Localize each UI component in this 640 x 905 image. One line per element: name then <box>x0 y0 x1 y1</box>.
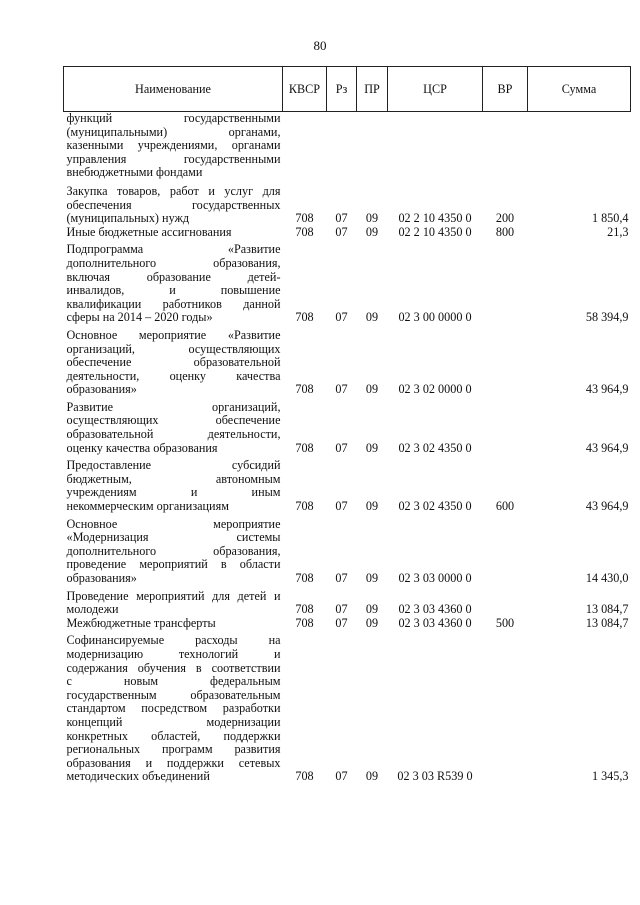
row-vr <box>483 112 528 180</box>
row-pr: 09 <box>365 224 379 239</box>
table-row <box>64 586 631 617</box>
row-name-line: внебюджетными фондами <box>66 165 203 180</box>
row-name-line: (муниципальными) органами, <box>66 124 281 139</box>
table-row <box>64 112 631 180</box>
row-pr: 09 <box>365 382 379 397</box>
row-csr: 02 3 02 4350 0 <box>398 499 472 514</box>
row-kvsr: 708 <box>295 440 314 455</box>
row-rz: 07 <box>335 310 348 325</box>
row-name-line: обеспечение образовательной <box>66 355 281 370</box>
row-sum: 14 430,0 <box>585 571 629 585</box>
row-name-line: проведение мероприятий в области <box>66 557 281 572</box>
row-csr: 02 2 10 4350 0 <box>398 224 472 239</box>
row-name-line: учреждениям и иным <box>66 485 281 500</box>
table-row <box>64 239 631 325</box>
header-pr: ПР <box>357 67 388 112</box>
row-sum: 1 345,3 <box>591 769 629 784</box>
row-csr: 02 3 03 0000 0 <box>398 571 472 585</box>
row-name-line: региональных программ развития <box>66 742 281 757</box>
row-kvsr: 708 <box>295 571 314 585</box>
row-sum: 43 964,9 <box>585 440 629 455</box>
row-name-line: конкретных областей, поддержки <box>66 728 281 743</box>
row-vr <box>483 325 528 397</box>
page-number: 80 <box>313 38 327 53</box>
row-pr: 09 <box>365 571 379 585</box>
row-name-line: сферы на 2014 – 2020 годы» <box>66 310 213 325</box>
row-name <box>64 514 283 586</box>
row-rz <box>327 112 357 180</box>
row-name <box>64 617 283 631</box>
row-name <box>64 397 283 455</box>
row-kvsr <box>283 112 327 180</box>
row-name-line: включая образование детей- <box>66 269 281 284</box>
row-name-line: методических объединений <box>66 769 210 784</box>
row-kvsr: 708 <box>295 310 314 325</box>
header-csr: ЦСР <box>388 67 483 112</box>
header-kvsr: КВСР <box>283 67 327 112</box>
table-row <box>64 630 631 784</box>
row-csr: 02 3 00 0000 0 <box>398 310 472 325</box>
row-rz: 07 <box>335 440 348 455</box>
row-csr: 02 3 02 0000 0 <box>398 382 472 397</box>
row-name-line: Межбюджетные трансферты <box>66 615 216 630</box>
row-name-line: (муниципальных) нужд <box>66 211 190 226</box>
row-name-line: Проведение мероприятий для детей и <box>66 588 281 603</box>
row-name-line: функций государственными <box>66 111 281 125</box>
row-name-line: Основное мероприятие «Развитие <box>66 327 281 342</box>
table-header-row <box>64 67 631 112</box>
row-sum: 13 084,7 <box>585 602 629 617</box>
row-name <box>64 325 283 397</box>
row-sum: 1 850,4 <box>591 211 629 226</box>
row-kvsr: 708 <box>295 615 314 630</box>
row-vr <box>483 514 528 586</box>
row-name-line: некоммерческим организациям <box>66 499 229 514</box>
row-kvsr: 708 <box>295 602 314 617</box>
row-sum: 43 964,9 <box>585 499 629 514</box>
row-name-line: «Модернизация системы <box>66 530 281 545</box>
row-name-line: управления государственными <box>66 151 281 166</box>
row-vr: 800 <box>495 224 515 239</box>
row-name <box>64 239 283 325</box>
row-name-line: Развитие организаций, <box>66 399 281 414</box>
row-rz: 07 <box>335 211 348 226</box>
row-pr: 09 <box>365 211 379 226</box>
row-kvsr: 708 <box>295 224 314 239</box>
row-name-line: стандартом посредством разработки <box>66 701 281 716</box>
row-sum: 13 084,7 <box>585 615 629 630</box>
row-name-line: квалификации работников данной <box>66 296 281 311</box>
row-rz: 07 <box>335 615 348 630</box>
row-kvsr: 708 <box>295 769 314 784</box>
row-name-line: Закупка товаров, работ и услуг для <box>66 183 281 198</box>
row-vr <box>483 586 528 617</box>
row-rz: 07 <box>335 602 348 617</box>
row-name-line: государственным образовательным <box>66 687 281 702</box>
row-pr: 09 <box>365 769 379 784</box>
row-name-line: модернизацию технологий и <box>66 646 281 661</box>
row-name <box>64 630 283 784</box>
row-pr: 09 <box>365 440 379 455</box>
row-name-line: образовательной деятельности, <box>66 427 281 442</box>
row-vr <box>483 397 528 455</box>
row-name-line: образования» <box>66 382 137 397</box>
row-name-line: дополнительного образования, <box>66 255 281 270</box>
row-vr: 200 <box>495 211 515 226</box>
row-name-line: казенными учреждениями, органами <box>66 138 281 153</box>
budget-table <box>63 66 631 784</box>
row-kvsr: 708 <box>295 382 314 397</box>
row-rz: 07 <box>335 769 348 784</box>
header-sum: Сумма <box>528 67 631 112</box>
row-name-line: бюджетным, автономным <box>66 471 281 486</box>
row-name-line: Софинансируемые расходы на <box>66 633 281 648</box>
row-sum: 58 394,9 <box>585 310 629 325</box>
table-row <box>64 325 631 397</box>
row-csr: 02 3 03 R539 0 <box>397 769 473 784</box>
row-rz: 07 <box>335 571 348 585</box>
row-vr <box>483 239 528 325</box>
row-name-line: Предоставление субсидий <box>66 458 281 473</box>
row-csr: 02 2 10 4350 0 <box>398 211 472 226</box>
row-vr: 500 <box>495 615 515 630</box>
row-name-line: Основное мероприятие <box>66 516 281 531</box>
table-body <box>64 112 631 784</box>
row-csr <box>388 112 483 180</box>
table-row <box>64 397 631 455</box>
row-csr: 02 3 03 4360 0 <box>398 602 472 617</box>
row-vr <box>483 630 528 784</box>
table-row <box>64 617 631 631</box>
row-kvsr: 708 <box>295 211 314 226</box>
row-name-line: оценку качества образования <box>66 440 218 455</box>
row-rz: 07 <box>335 224 348 239</box>
header-vr: ВР <box>483 67 528 112</box>
table-row <box>64 455 631 513</box>
row-sum: 21,3 <box>607 224 629 239</box>
row-name-line: образования» <box>66 571 137 585</box>
table-row <box>64 514 631 586</box>
row-name-line: осуществляющих обеспечение <box>66 413 281 428</box>
row-csr: 02 3 02 4350 0 <box>398 440 472 455</box>
row-name-line: образования и поддержки сетевых <box>66 755 281 770</box>
row-csr: 02 3 03 4360 0 <box>398 615 472 630</box>
row-rz: 07 <box>335 382 348 397</box>
row-name-line: инвалидов, и повышение <box>66 283 281 298</box>
row-pr: 09 <box>365 499 379 514</box>
row-name-line: деятельности, оценку качества <box>66 368 281 383</box>
row-pr: 09 <box>365 615 379 630</box>
header-rz: Рз <box>327 67 357 112</box>
row-name <box>64 180 283 226</box>
table-row <box>64 180 631 226</box>
table-row <box>64 226 631 240</box>
row-name <box>64 586 283 617</box>
row-name-line: обеспечения государственных <box>66 197 281 212</box>
row-name-line: дополнительного образования, <box>66 543 281 558</box>
row-name-line: молодежи <box>66 602 119 617</box>
header-name: Наименование <box>64 67 283 112</box>
row-name-line: с новым федеральным <box>66 674 281 689</box>
row-name-line: концепций модернизации <box>66 714 281 729</box>
row-name-line: организаций, осуществляющих <box>66 341 281 356</box>
row-sum: 43 964,9 <box>585 382 629 397</box>
row-kvsr: 708 <box>295 499 314 514</box>
row-vr: 600 <box>495 499 515 514</box>
row-sum <box>528 112 631 180</box>
row-name-line: содержания обучения в соответствии <box>66 660 281 675</box>
row-pr: 09 <box>365 602 379 617</box>
row-pr: 09 <box>365 310 379 325</box>
row-rz: 07 <box>335 499 348 514</box>
row-name-line: Подпрограмма «Развитие <box>66 242 281 257</box>
row-name <box>64 226 283 240</box>
row-name-line: Иные бюджетные ассигнования <box>66 224 232 239</box>
row-name <box>64 112 283 180</box>
row-pr <box>357 112 388 180</box>
row-name <box>64 455 283 513</box>
